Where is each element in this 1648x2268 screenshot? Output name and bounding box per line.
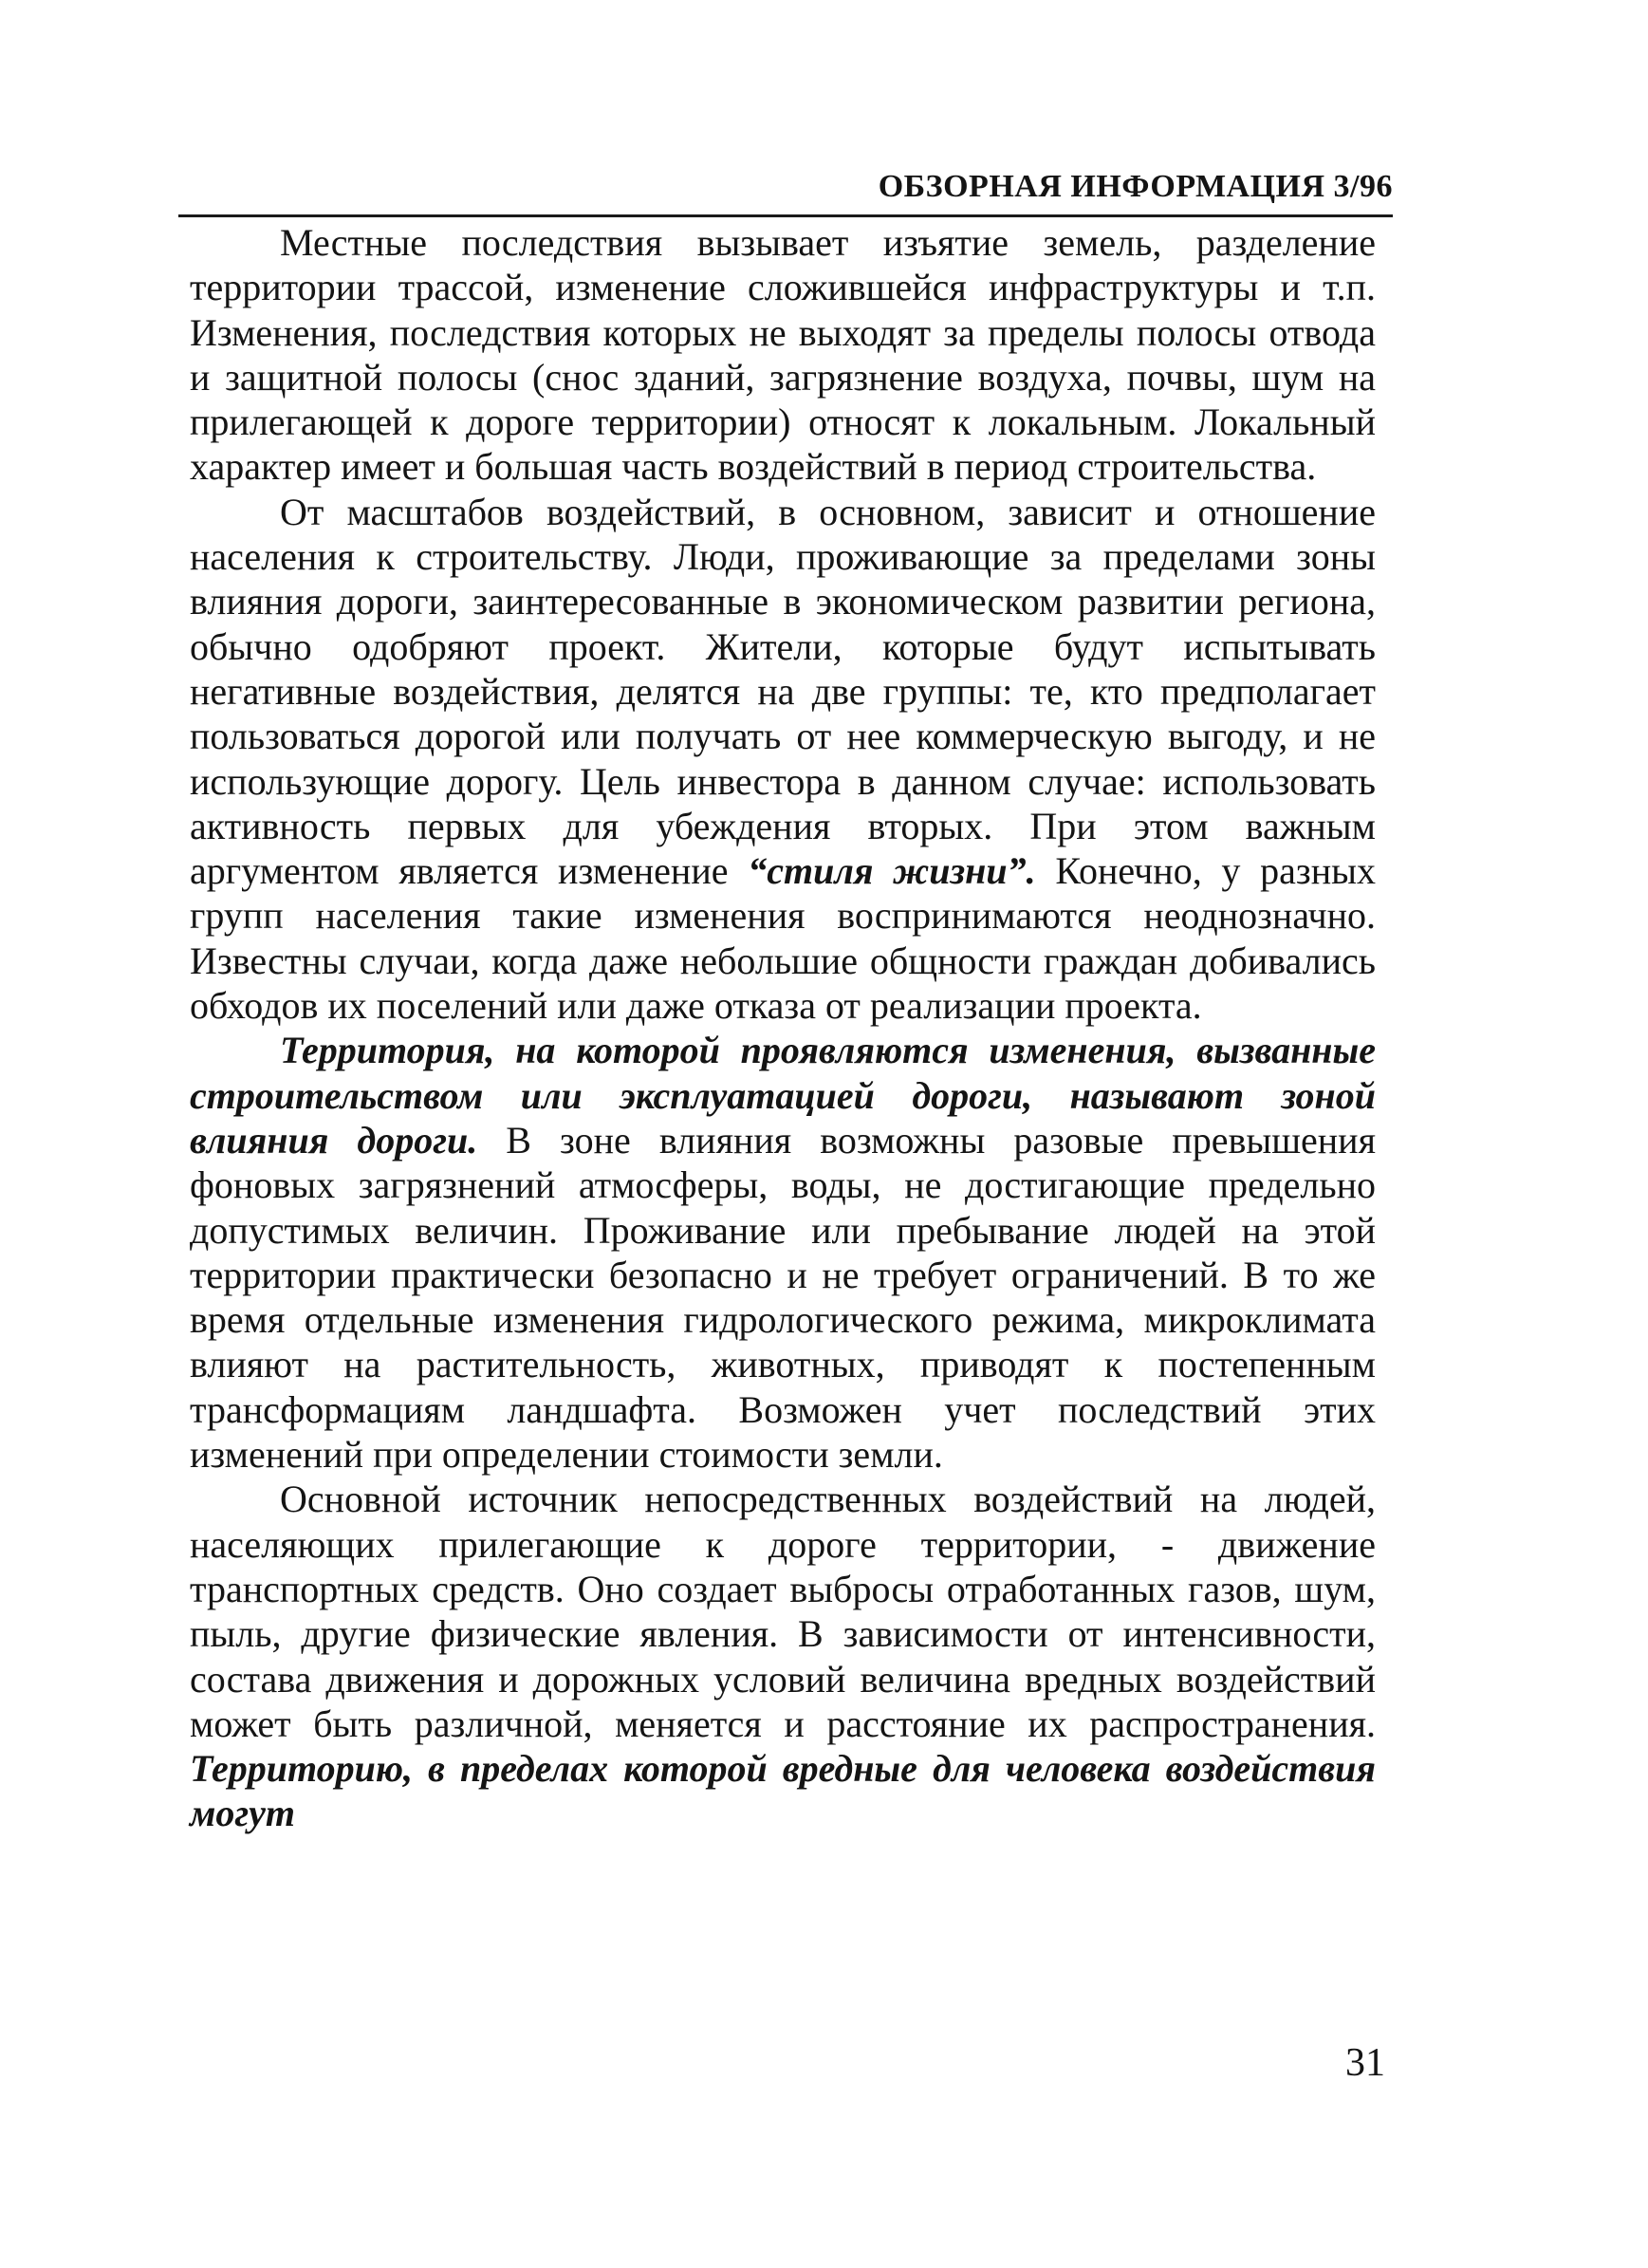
paragraph-text: Конечно, у разных групп населения такие изменения воспринимаются неоднозначно. Известны случаи, когда даже небольшие общности граждан добивались обходов их поселений или даже отказа от реализации проекта. [190, 849, 1376, 1028]
emphasis-definition: Территория, на которой проявляются изменения, вызванные строительством или эксплуатацией дороги, называют зоной влияния дороги. [190, 1029, 1376, 1162]
paragraph-text: Основной источник непосредственных воздействий на людей, населяющих прилегающие к дороге территории, - движение транспортных средств. Оно создает выбросы отработанных газов, шум, пыль, другие физические явления. В зависимости от интенсивности, состава движения и дорожных условий величина вредных воздействий может быть различной, меняется и расстояние их распространения. [190, 1478, 1376, 1745]
paragraph-text: В зоне влияния возможны разовые превышения фоновых загрязнений атмосферы, воды, не достигающие предельно допустимых величин. Проживание или пребывание людей на этой территории практически безопасно и не требует ограничений. В то же время отдельные изменения гидрологического режима, микроклимата влияют на растительность, животных, приводят к постепенным трансформациям ландшафта. Возможен учет последствий этих изменений при определении стоимости земли. [190, 1118, 1376, 1477]
paragraph-text: От масштабов воздействий, в основном, зависит и отношение населения к строительству. Люди, проживающие за пределами зоны влияния дороги, заинтересованные в экономическом развитии региона, обычно одобряют проект. Жители, которые будут испытывать негативные воздействия, делятся на две группы: те, кто предполагает пользоваться дорогой или получать от нее коммерческую выгоду, и не использующие дорогу. Цель инвестора в данном случае: использовать активность первых для убеждения вторых. При этом важным аргументом является изменение [190, 490, 1376, 893]
running-header [178, 161, 1393, 217]
emphasis-lifestyle: “стиля жизни”. [748, 849, 1036, 893]
header-title: ОБЗОРНАЯ ИНФОРМАЦИЯ 3/96 [878, 169, 1393, 204]
body-text [190, 220, 1376, 1836]
emphasis-definition: Территорию, в пределах которой вредные для человека воздействия могут [190, 1747, 1376, 1835]
page-number: 31 [1345, 2041, 1385, 2085]
paragraph-text: Местные последствия вызывает изъятие земель, разделение территории трассой, изменение сложившейся инфраструктуры и т.п. Изменения, последствия которых не выходят за пределы полосы отвода и защитной полосы (снос зданий, загрязнение воздуха, почвы, шум на прилегающей к дороге территории) относят к локальным. Локальный характер имеет и большая часть воздействий в период строительства. [190, 221, 1376, 489]
paragraph-public-attitude [190, 490, 1376, 1029]
paragraph-traffic-source [190, 1477, 1376, 1835]
paragraph-influence-zone [190, 1028, 1376, 1477]
paragraph-local-effects [190, 220, 1376, 490]
